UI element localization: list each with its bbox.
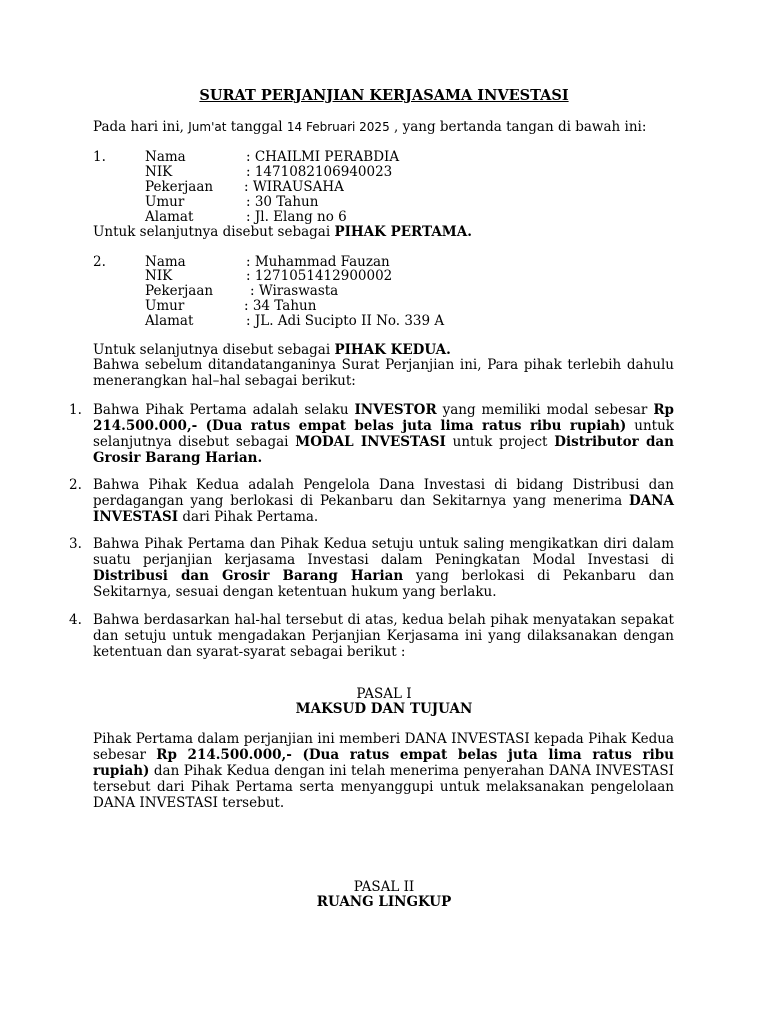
pasal-1-heading: MAKSUD DAN TUJUAN [295, 701, 473, 717]
party1-address-value: : Jl. Elang no 6 [246, 209, 347, 225]
recital-4-text: Bahwa berdasarkan hal-hal tersebut di atas, kedua belah pihak menyatakan sepakat dan setuju untuk mengadakan Perjanjian Kerjasama ini yang dilaksanakan dengan ketentuan dan syarat-syarat sebagai berikut : [93, 612, 674, 660]
party1-name-value: : CHAILMI PERABDIA [246, 149, 400, 165]
party1-job-value: : WIRAUSAHA [244, 179, 344, 195]
party1-address-label: Alamat [145, 209, 194, 225]
party1-designation [93, 225, 472, 240]
party1-designation-prefix: Untuk selanjutnya disebut sebagai [93, 224, 331, 240]
document-title: SURAT PERJANJIAN KERJASAMA INVESTASI [199, 87, 569, 104]
recital-1-t3: untuk selanjutnya disebut sebagai [93, 418, 674, 450]
recital-1-number: 1. [69, 402, 82, 418]
party2-age-value: : 34 Tahun [244, 298, 317, 314]
opening-suffix: , yang bertanda tangan di bawah ini: [394, 119, 647, 135]
pasal-1-body [93, 731, 674, 811]
recital-3-b1: Distribusi dan Grosir Barang Harian [93, 568, 404, 584]
party1-age-label: Umur [145, 194, 185, 210]
pasal-1-label: PASAL I [356, 686, 412, 702]
recital-2-t2: dari Pihak Pertama. [182, 509, 319, 525]
party1-name-label: Nama [145, 149, 186, 165]
party1-designation-name: PIHAK PERTAMA. [334, 224, 472, 240]
recital-2-number: 2. [69, 477, 82, 493]
party2-designation [93, 343, 451, 358]
party2-number: 2. [93, 254, 106, 270]
recital-2-t1: Bahwa Pihak Kedua adalah Pengelola Dana Investasi di bidang Distribusi dan perdagangan yang berlokasi di Pekanbaru dan Sekitarnya yang menerima [93, 477, 674, 509]
pasal-1-b1: Rp 214.500.000,- (Dua ratus empat belas juta lima ratus ribu rupiah) [93, 747, 674, 779]
party2-name-label: Nama [145, 254, 186, 270]
recital-2-b1: DANA INVESTASI [93, 493, 674, 525]
party2-designation-name: PIHAK KEDUA. [334, 342, 451, 358]
pasal-2-heading: RUANG LINGKUP [316, 894, 452, 910]
recital-1-b4: Distributor dan Grosir Barang Harian. [93, 434, 674, 466]
preamble: Bahwa sebelum ditandatanganinya Surat Perjanjian ini, Para pihak terlebih dahulu menerangkan hal–hal sebagai berikut: [93, 357, 674, 389]
party2-address-label: Alamat [145, 313, 194, 329]
party2-job-label: Pekerjaan [145, 283, 214, 299]
opening-day: Jum'at [188, 120, 227, 134]
recital-3-t1: Bahwa Pihak Pertama dan Pihak Kedua setuju untuk saling mengikatkan diri dalam suatu perjanjian kerjasama Investasi dalam Peningkatan Modal Investasi di [93, 536, 674, 568]
pasal-1-t2: dan Pihak Kedua dengan ini telah menerima penyerahan DANA INVESTASI tersebut dari Pihak Pertama serta menyanggupi untuk melaksanakan pengelolaan DANA INVESTASI tersebut. [93, 763, 674, 811]
recital-1-t1: Bahwa Pihak Pertama adalah selaku [93, 402, 349, 418]
recital-3-text [93, 536, 674, 600]
party2-designation-prefix: Untuk selanjutnya disebut sebagai [93, 342, 331, 358]
party2-nik-value: : 1271051412900002 [246, 268, 393, 284]
recital-4-number: 4. [69, 612, 82, 628]
recital-3-number: 3. [69, 536, 82, 552]
party1-age-value: : 30 Tahun [246, 194, 319, 210]
party2-address-value: : JL. Adi Sucipto II No. 339 A [246, 313, 445, 329]
opening-mid: tanggal [230, 119, 283, 135]
pasal-1-t1: Pihak Pertama dalam perjanjian ini memberi DANA INVESTASI kepada Pihak Kedua sebesar [93, 731, 674, 763]
recital-1-b2: Rp 214.500.000,- (Dua ratus empat belas juta lima ratus ribu rupiah) [93, 402, 674, 434]
opening-line [93, 120, 646, 135]
party2-nik-label: NIK [145, 268, 173, 284]
party2-job-value: : Wiraswasta [250, 283, 339, 299]
recital-1-t2: yang memiliki modal sebesar [442, 402, 648, 418]
recital-1-b3: MODAL INVESTASI [295, 434, 446, 450]
opening-prefix: Pada hari ini, [93, 119, 184, 135]
party1-number: 1. [93, 149, 106, 165]
party2-name-value: : Muhammad Fauzan [246, 254, 390, 270]
recital-3-t2: yang berlokasi di Pekanbaru dan Sekitarnya, sesuai dengan ketentuan hukum yang berlaku. [93, 568, 675, 600]
party1-nik-label: NIK [145, 164, 173, 180]
pasal-2-label: PASAL II [353, 879, 415, 895]
opening-date: 14 Februari 2025 [286, 120, 390, 134]
party1-job-label: Pekerjaan [145, 179, 214, 195]
recital-1-t4: untuk project [452, 434, 548, 450]
party1-nik-value: : 1471082106940023 [246, 164, 393, 180]
recital-1-text [93, 402, 674, 466]
party2-age-label: Umur [145, 298, 185, 314]
recital-1-b1: INVESTOR [354, 402, 437, 418]
recital-2-text [93, 477, 674, 525]
